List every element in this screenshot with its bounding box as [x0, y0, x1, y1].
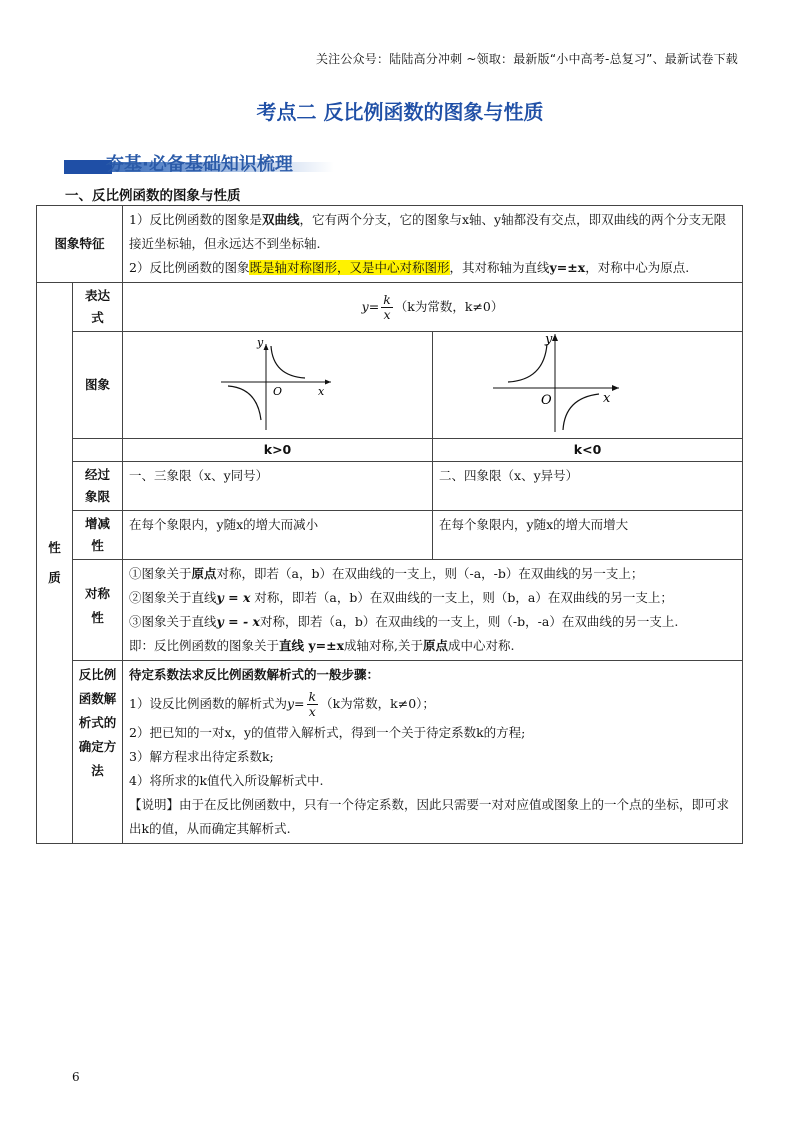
origin-label: O	[273, 385, 283, 398]
symmetry-text: 对称，即若（a，b）在双曲线的一支上，则（b，a）在双曲线的另一支上；	[250, 590, 673, 605]
curve-q2	[508, 344, 547, 382]
feature-bold-hyperbola: 双曲线	[261, 212, 300, 227]
expr-condition: （k为常数，k≠0）	[394, 298, 504, 314]
symmetry-line-4	[129, 634, 736, 658]
method-step-2: 2）把已知的一对x，y的值带入解析式，得到一个关于待定系数k的方程;	[129, 725, 526, 740]
symmetry-text: 成轴对称,关于	[344, 638, 424, 653]
expr-y: y	[361, 298, 369, 314]
method-fraction	[307, 690, 319, 719]
graph-kneg	[433, 332, 743, 438]
symmetry-text: ③图象关于直线	[129, 614, 217, 629]
method-text: （k为常数，k≠0）；	[320, 696, 435, 711]
method-denominator: x	[308, 704, 316, 719]
expr-content	[123, 283, 743, 332]
axis-y-label: y	[545, 332, 553, 347]
label-graph: 图象	[73, 332, 123, 439]
symmetry-text: ②图象关于直线	[129, 590, 217, 605]
curve-q3	[228, 386, 261, 420]
section-banner	[64, 148, 334, 176]
properties-table	[36, 205, 743, 844]
row-k-labels	[37, 439, 743, 462]
x-axis-arrow	[325, 380, 331, 385]
expr-eq: =	[368, 298, 380, 314]
label-properties-text: 性 质	[48, 540, 61, 585]
method-eq: =	[294, 696, 305, 711]
graph-kpos-cell	[123, 332, 433, 439]
method-step-4: 4）将所求的k值代入所设解析式中.	[129, 773, 324, 788]
symmetry-line-3	[129, 610, 736, 634]
method-note: 【说明】由于在反比例函数中，只有一个待定系数，因此只需要一对对应值或图象上的一个点的坐标，即可求出k的值，从而确定其解析式.	[129, 797, 730, 836]
quadrants-neg: 二、四象限（x、y异号）	[433, 462, 743, 511]
feature-text: ，对称中心为原点.	[585, 260, 690, 275]
method-step-3: 3）解方程求出待定系数k;	[129, 749, 274, 764]
banner-block	[64, 160, 112, 174]
label-properties	[37, 283, 73, 844]
symmetry-text: 成中心对称.	[448, 638, 515, 653]
row-quadrants	[37, 462, 743, 511]
expr-fraction	[381, 293, 393, 322]
axis-y-label: y	[257, 336, 264, 349]
x-axis-arrow	[612, 385, 619, 391]
symmetry-text: ①图象关于	[129, 566, 192, 581]
section-heading: 一、反比例函数的图象与性质	[65, 188, 241, 204]
axis-x-label: x	[318, 385, 325, 398]
origin-label: O	[541, 393, 552, 408]
header-note: 关注公众号：陆陆高分冲刺 ~领取：最新版“小中高考-总复习”、最新试卷下载	[315, 52, 738, 66]
row-expr	[37, 283, 743, 332]
feature-text: 2）反比例函数的图象	[129, 260, 250, 275]
symmetry-eq-y-negx: y = - x	[216, 614, 260, 629]
label-expr: 表达式	[73, 283, 123, 332]
expr-denominator: x	[383, 306, 391, 322]
banner-text: 夯基·必备基础知识梳理	[106, 154, 293, 175]
symmetry-eq-yx: y = x	[216, 590, 251, 605]
page-title: 考点二 反比例函数的图象与性质	[256, 100, 544, 124]
k-positive-label: k>0	[123, 439, 433, 462]
label-quadrants: 经过象限	[73, 462, 123, 511]
page-number: 6	[72, 1070, 80, 1084]
feature-text: ，其对称轴为直线	[449, 260, 550, 275]
method-numerator: k	[308, 689, 317, 704]
feature-text: ，它有两个分支，它的图象与x轴、y轴都没有交点，即双曲线的两个分支无限接近坐标轴，但永远达不到坐标轴.	[129, 212, 727, 251]
method-heading: 待定系数法求反比例函数解析式的一般步骤：	[129, 667, 380, 682]
symmetry-bold-origin-2: 原点	[423, 638, 449, 653]
graph-kpos	[123, 332, 433, 438]
axis-x-label: x	[603, 391, 611, 406]
row-method	[37, 661, 743, 844]
label-method: 反比例函数解析式的确定方法	[73, 661, 123, 844]
row-graph	[37, 332, 743, 439]
feature-axis-eq: y=±x	[549, 260, 586, 275]
method-text: 1）设反比例函数的解析式为	[129, 696, 287, 711]
method-y: y	[286, 696, 295, 711]
curve-q1	[271, 346, 305, 378]
symmetry-text: 即：反比例函数的图象关于	[129, 638, 280, 653]
empty-cell	[73, 439, 123, 462]
symmetry-line-1	[129, 562, 736, 586]
row-monotone	[37, 511, 743, 560]
feature-text: 1）反比例函数的图象是	[129, 212, 262, 227]
row-feature	[37, 206, 743, 283]
feature-content	[123, 206, 743, 283]
feature-highlight: 既是轴对称图形，又是中心对称图形	[249, 260, 450, 275]
symmetry-bold-origin: 原点	[191, 566, 217, 581]
method-step-1	[129, 687, 736, 721]
y-axis-arrow	[552, 334, 558, 341]
label-monotone: 增减性	[73, 511, 123, 560]
graph-kneg-cell	[433, 332, 743, 439]
quadrants-pos: 一、三象限（x、y同号）	[123, 462, 433, 511]
label-symmetry: 对称性	[73, 560, 123, 661]
y-axis-arrow	[264, 344, 269, 350]
method-content	[123, 661, 743, 844]
symmetry-text: 对称，即若（a，b）在双曲线的一支上，则（-b，-a）在双曲线的另一支上.	[259, 614, 679, 629]
label-feature: 图象特征	[37, 206, 123, 283]
k-negative-label: k<0	[433, 439, 743, 462]
symmetry-bold-line: 直线 y=±x	[279, 638, 345, 653]
feature-line-1	[129, 208, 736, 256]
monotone-neg: 在每个象限内，y随x的增大而增大	[433, 511, 743, 560]
symmetry-content	[123, 560, 743, 661]
expr-numerator: k	[383, 291, 391, 307]
feature-line-2	[129, 256, 736, 280]
row-symmetry	[37, 560, 743, 661]
symmetry-text: 对称，即若（a，b）在双曲线的一支上，则（-a，-b）在双曲线的另一支上；	[216, 566, 644, 581]
symmetry-line-2	[129, 586, 736, 610]
monotone-pos: 在每个象限内，y随x的增大而减小	[123, 511, 433, 560]
curve-q4	[563, 394, 599, 430]
